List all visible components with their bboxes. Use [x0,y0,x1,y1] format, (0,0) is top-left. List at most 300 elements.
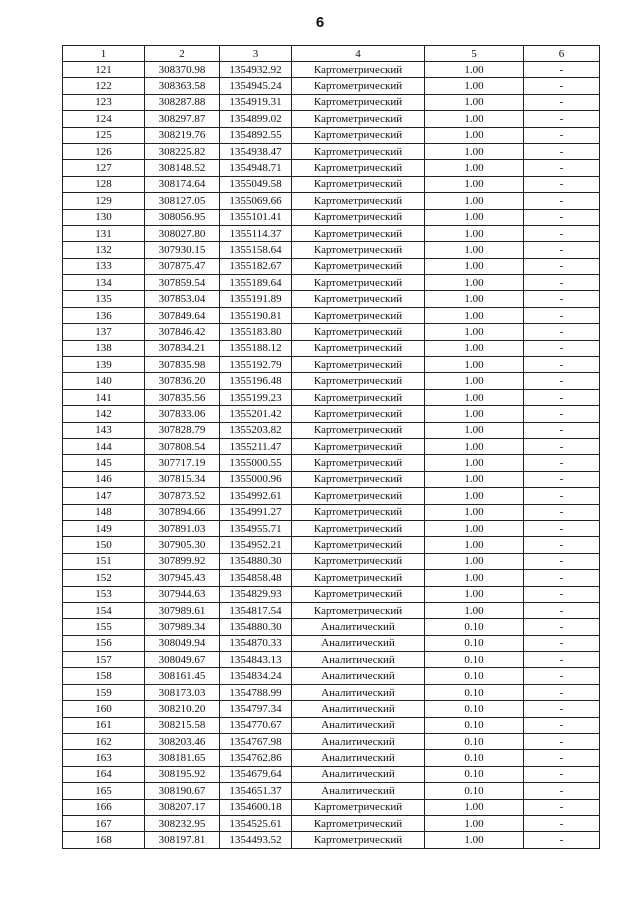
point-number-cell: 146 [63,471,145,487]
notes-cell: - [524,340,600,356]
table-row [63,438,600,454]
x-coordinate-cell: 307905.30 [145,537,220,553]
point-number-cell: 125 [63,127,145,143]
notes-cell: - [524,242,600,258]
method-cell: Картометрический [292,160,425,176]
point-number-cell: 154 [63,602,145,618]
x-coordinate-cell: 307833.06 [145,406,220,422]
y-coordinate-cell: 1355069.66 [220,193,292,209]
notes-cell: - [524,537,600,553]
point-number-cell: 163 [63,750,145,766]
y-coordinate-cell: 1355199.23 [220,389,292,405]
notes-cell: - [524,438,600,454]
method-cell: Картометрический [292,94,425,110]
accuracy-cell: 0.10 [425,635,524,651]
point-number-cell: 160 [63,701,145,717]
method-cell: Картометрический [292,799,425,815]
notes-cell: - [524,488,600,504]
table-row [63,619,600,635]
x-coordinate-cell: 308287.88 [145,94,220,110]
y-coordinate-cell: 1354493.52 [220,832,292,848]
accuracy-cell: 1.00 [425,127,524,143]
method-cell: Картометрический [292,242,425,258]
point-number-cell: 156 [63,635,145,651]
accuracy-cell: 1.00 [425,373,524,389]
point-number-cell: 144 [63,438,145,454]
x-coordinate-cell: 308370.98 [145,62,220,78]
point-number-cell: 131 [63,225,145,241]
accuracy-cell: 1.00 [425,242,524,258]
accuracy-cell: 1.00 [425,176,524,192]
table-row [63,537,600,553]
accuracy-cell: 1.00 [425,258,524,274]
point-number-cell: 153 [63,586,145,602]
y-coordinate-cell: 1354945.24 [220,78,292,94]
accuracy-cell: 0.10 [425,684,524,700]
table-header-row [63,46,600,62]
accuracy-cell: 1.00 [425,815,524,831]
point-number-cell: 166 [63,799,145,815]
table-row [63,143,600,159]
method-cell: Картометрический [292,307,425,323]
method-cell: Картометрический [292,455,425,471]
notes-cell: - [524,193,600,209]
y-coordinate-cell: 1355190.81 [220,307,292,323]
accuracy-cell: 1.00 [425,537,524,553]
y-coordinate-cell: 1355196.48 [220,373,292,389]
method-cell: Картометрический [292,78,425,94]
x-coordinate-cell: 307989.61 [145,602,220,618]
y-coordinate-cell: 1355114.37 [220,225,292,241]
accuracy-cell: 1.00 [425,193,524,209]
table-row [63,504,600,520]
table-row [63,160,600,176]
accuracy-cell: 1.00 [425,275,524,291]
point-number-cell: 133 [63,258,145,274]
method-cell: Картометрический [292,815,425,831]
x-coordinate-cell: 307835.98 [145,357,220,373]
notes-cell: - [524,127,600,143]
accuracy-cell: 1.00 [425,209,524,225]
accuracy-cell: 0.10 [425,734,524,750]
table-row [63,307,600,323]
point-number-cell: 143 [63,422,145,438]
table-row [63,373,600,389]
y-coordinate-cell: 1354762.86 [220,750,292,766]
notes-cell: - [524,504,600,520]
notes-cell: - [524,160,600,176]
accuracy-cell: 1.00 [425,799,524,815]
accuracy-cell: 1.00 [425,62,524,78]
accuracy-cell: 1.00 [425,553,524,569]
method-cell: Картометрический [292,438,425,454]
accuracy-cell: 1.00 [425,160,524,176]
x-coordinate-cell: 307859.54 [145,275,220,291]
accuracy-cell: 1.00 [425,78,524,94]
notes-cell: - [524,324,600,340]
notes-cell: - [524,701,600,717]
y-coordinate-cell: 1354938.47 [220,143,292,159]
method-cell: Картометрический [292,537,425,553]
point-number-cell: 121 [63,62,145,78]
accuracy-cell: 1.00 [425,602,524,618]
x-coordinate-cell: 308207.17 [145,799,220,815]
method-cell: Картометрический [292,62,425,78]
point-number-cell: 151 [63,553,145,569]
x-coordinate-cell: 308049.67 [145,652,220,668]
x-coordinate-cell: 308210.20 [145,701,220,717]
point-number-cell: 168 [63,832,145,848]
table-row [63,324,600,340]
method-cell: Картометрический [292,406,425,422]
point-number-cell: 164 [63,766,145,782]
y-coordinate-cell: 1354788.99 [220,684,292,700]
y-coordinate-cell: 1354834.24 [220,668,292,684]
notes-cell: - [524,143,600,159]
y-coordinate-cell: 1355000.55 [220,455,292,471]
x-coordinate-cell: 307834.21 [145,340,220,356]
x-coordinate-cell: 307717.19 [145,455,220,471]
x-coordinate-cell: 308195.92 [145,766,220,782]
x-coordinate-cell: 308197.81 [145,832,220,848]
x-coordinate-cell: 308363.58 [145,78,220,94]
method-cell: Картометрический [292,504,425,520]
accuracy-cell: 1.00 [425,438,524,454]
point-number-cell: 140 [63,373,145,389]
notes-cell: - [524,717,600,733]
method-cell: Аналитический [292,684,425,700]
notes-cell: - [524,783,600,799]
notes-cell: - [524,78,600,94]
notes-cell: - [524,652,600,668]
table-row [63,176,600,192]
method-cell: Аналитический [292,766,425,782]
accuracy-cell: 0.10 [425,766,524,782]
x-coordinate-cell: 308148.52 [145,160,220,176]
point-number-cell: 145 [63,455,145,471]
notes-cell: - [524,62,600,78]
x-coordinate-cell: 307873.52 [145,488,220,504]
accuracy-cell: 1.00 [425,422,524,438]
point-number-cell: 137 [63,324,145,340]
table-row [63,652,600,668]
method-cell: Картометрический [292,291,425,307]
y-coordinate-cell: 1354919.31 [220,94,292,110]
accuracy-cell: 0.10 [425,619,524,635]
accuracy-cell: 1.00 [425,832,524,848]
notes-cell: - [524,602,600,618]
notes-cell: - [524,291,600,307]
accuracy-cell: 1.00 [425,488,524,504]
notes-cell: - [524,389,600,405]
notes-cell: - [524,570,600,586]
notes-cell: - [524,815,600,831]
point-number-cell: 159 [63,684,145,700]
x-coordinate-cell: 308181.65 [145,750,220,766]
x-coordinate-cell: 307808.54 [145,438,220,454]
x-coordinate-cell: 307828.79 [145,422,220,438]
method-cell: Картометрический [292,553,425,569]
x-coordinate-cell: 308173.03 [145,684,220,700]
table-row [63,701,600,717]
y-coordinate-cell: 1354843.13 [220,652,292,668]
notes-cell: - [524,668,600,684]
y-coordinate-cell: 1355201.42 [220,406,292,422]
x-coordinate-cell: 307835.56 [145,389,220,405]
method-cell: Картометрический [292,602,425,618]
table-row [63,635,600,651]
accuracy-cell: 1.00 [425,406,524,422]
point-number-cell: 152 [63,570,145,586]
table-body [63,62,600,849]
x-coordinate-cell: 308127.05 [145,193,220,209]
table-row [63,799,600,815]
accuracy-cell: 1.00 [425,225,524,241]
method-cell: Картометрический [292,209,425,225]
y-coordinate-cell: 1354892.55 [220,127,292,143]
accuracy-cell: 1.00 [425,340,524,356]
table-row [63,520,600,536]
y-coordinate-cell: 1355101.41 [220,209,292,225]
y-coordinate-cell: 1355189.64 [220,275,292,291]
y-coordinate-cell: 1354899.02 [220,111,292,127]
notes-cell: - [524,586,600,602]
y-coordinate-cell: 1354880.30 [220,553,292,569]
point-number-cell: 127 [63,160,145,176]
y-coordinate-cell: 1354992.61 [220,488,292,504]
table-row [63,291,600,307]
notes-cell: - [524,357,600,373]
point-number-cell: 141 [63,389,145,405]
method-cell: Картометрический [292,324,425,340]
x-coordinate-cell: 307853.04 [145,291,220,307]
y-coordinate-cell: 1354932.92 [220,62,292,78]
table-row [63,406,600,422]
method-cell: Аналитический [292,619,425,635]
table-row [63,471,600,487]
accuracy-cell: 1.00 [425,504,524,520]
x-coordinate-cell: 307944.63 [145,586,220,602]
table-row [63,225,600,241]
method-cell: Картометрический [292,143,425,159]
method-cell: Аналитический [292,668,425,684]
method-cell: Картометрический [292,488,425,504]
table-row [63,111,600,127]
notes-cell: - [524,307,600,323]
accuracy-cell: 1.00 [425,291,524,307]
column-header: 4 [292,46,425,62]
table-row [63,570,600,586]
table-row [63,734,600,750]
notes-cell: - [524,209,600,225]
point-number-cell: 162 [63,734,145,750]
notes-cell: - [524,422,600,438]
column-header: 1 [63,46,145,62]
y-coordinate-cell: 1354858.48 [220,570,292,586]
x-coordinate-cell: 308027.80 [145,225,220,241]
page-number: 6 [315,14,325,31]
method-cell: Картометрический [292,422,425,438]
table-row [63,94,600,110]
y-coordinate-cell: 1354770.67 [220,717,292,733]
table-row [63,553,600,569]
x-coordinate-cell: 308056.95 [145,209,220,225]
point-number-cell: 150 [63,537,145,553]
method-cell: Картометрический [292,275,425,291]
y-coordinate-cell: 1355211.47 [220,438,292,454]
point-number-cell: 126 [63,143,145,159]
method-cell: Картометрический [292,357,425,373]
x-coordinate-cell: 308190.67 [145,783,220,799]
x-coordinate-cell: 307815.34 [145,471,220,487]
method-cell: Картометрический [292,176,425,192]
method-cell: Аналитический [292,652,425,668]
notes-cell: - [524,734,600,750]
point-number-cell: 130 [63,209,145,225]
point-number-cell: 132 [63,242,145,258]
table-row [63,750,600,766]
notes-cell: - [524,520,600,536]
table-row [63,389,600,405]
table-row [63,242,600,258]
table-row [63,357,600,373]
point-number-cell: 138 [63,340,145,356]
y-coordinate-cell: 1354952.21 [220,537,292,553]
point-number-cell: 157 [63,652,145,668]
method-cell: Картометрический [292,127,425,143]
table-row [63,275,600,291]
notes-cell: - [524,635,600,651]
x-coordinate-cell: 308232.95 [145,815,220,831]
table-row [63,602,600,618]
column-header: 2 [145,46,220,62]
point-number-cell: 129 [63,193,145,209]
notes-cell: - [524,832,600,848]
point-number-cell: 149 [63,520,145,536]
y-coordinate-cell: 1354525.61 [220,815,292,831]
y-coordinate-cell: 1354817.54 [220,602,292,618]
point-number-cell: 123 [63,94,145,110]
y-coordinate-cell: 1354767.98 [220,734,292,750]
table-row [63,717,600,733]
accuracy-cell: 1.00 [425,111,524,127]
accuracy-cell: 1.00 [425,455,524,471]
x-coordinate-cell: 308161.45 [145,668,220,684]
accuracy-cell: 1.00 [425,94,524,110]
y-coordinate-cell: 1354600.18 [220,799,292,815]
notes-cell: - [524,471,600,487]
x-coordinate-cell: 307875.47 [145,258,220,274]
point-number-cell: 147 [63,488,145,504]
y-coordinate-cell: 1355158.64 [220,242,292,258]
method-cell: Картометрический [292,520,425,536]
y-coordinate-cell: 1355049.58 [220,176,292,192]
point-number-cell: 135 [63,291,145,307]
method-cell: Аналитический [292,783,425,799]
table-row [63,832,600,848]
y-coordinate-cell: 1355183.80 [220,324,292,340]
method-cell: Картометрический [292,832,425,848]
point-number-cell: 139 [63,357,145,373]
accuracy-cell: 1.00 [425,143,524,159]
accuracy-cell: 0.10 [425,701,524,717]
accuracy-cell: 0.10 [425,783,524,799]
point-number-cell: 136 [63,307,145,323]
table-row [63,78,600,94]
y-coordinate-cell: 1355000.96 [220,471,292,487]
y-coordinate-cell: 1355192.79 [220,357,292,373]
method-cell: Картометрический [292,389,425,405]
notes-cell: - [524,553,600,569]
method-cell: Картометрический [292,340,425,356]
point-number-cell: 158 [63,668,145,684]
point-number-cell: 128 [63,176,145,192]
x-coordinate-cell: 307849.64 [145,307,220,323]
x-coordinate-cell: 308297.87 [145,111,220,127]
method-cell: Картометрический [292,471,425,487]
accuracy-cell: 1.00 [425,520,524,536]
point-number-cell: 167 [63,815,145,831]
table-row [63,340,600,356]
accuracy-cell: 1.00 [425,570,524,586]
method-cell: Картометрический [292,586,425,602]
point-number-cell: 134 [63,275,145,291]
table-row [63,684,600,700]
notes-cell: - [524,111,600,127]
notes-cell: - [524,176,600,192]
x-coordinate-cell: 308225.82 [145,143,220,159]
method-cell: Аналитический [292,734,425,750]
column-header: 5 [425,46,524,62]
method-cell: Аналитический [292,635,425,651]
column-header: 3 [220,46,292,62]
accuracy-cell: 1.00 [425,357,524,373]
table-row [63,783,600,799]
accuracy-cell: 1.00 [425,307,524,323]
point-number-cell: 161 [63,717,145,733]
y-coordinate-cell: 1355191.89 [220,291,292,307]
accuracy-cell: 1.00 [425,389,524,405]
table-row [63,668,600,684]
notes-cell: - [524,275,600,291]
notes-cell: - [524,619,600,635]
y-coordinate-cell: 1354651.37 [220,783,292,799]
y-coordinate-cell: 1354955.71 [220,520,292,536]
table-row [63,488,600,504]
point-number-cell: 148 [63,504,145,520]
accuracy-cell: 0.10 [425,652,524,668]
method-cell: Картометрический [292,111,425,127]
notes-cell: - [524,225,600,241]
notes-cell: - [524,94,600,110]
x-coordinate-cell: 308049.94 [145,635,220,651]
x-coordinate-cell: 308215.58 [145,717,220,733]
notes-cell: - [524,406,600,422]
y-coordinate-cell: 1354870.33 [220,635,292,651]
notes-cell: - [524,750,600,766]
x-coordinate-cell: 307836.20 [145,373,220,389]
notes-cell: - [524,766,600,782]
y-coordinate-cell: 1354880.30 [220,619,292,635]
y-coordinate-cell: 1355203.82 [220,422,292,438]
method-cell: Картометрический [292,373,425,389]
y-coordinate-cell: 1355188.12 [220,340,292,356]
y-coordinate-cell: 1354797.34 [220,701,292,717]
method-cell: Аналитический [292,717,425,733]
x-coordinate-cell: 307899.92 [145,553,220,569]
notes-cell: - [524,373,600,389]
point-number-cell: 142 [63,406,145,422]
